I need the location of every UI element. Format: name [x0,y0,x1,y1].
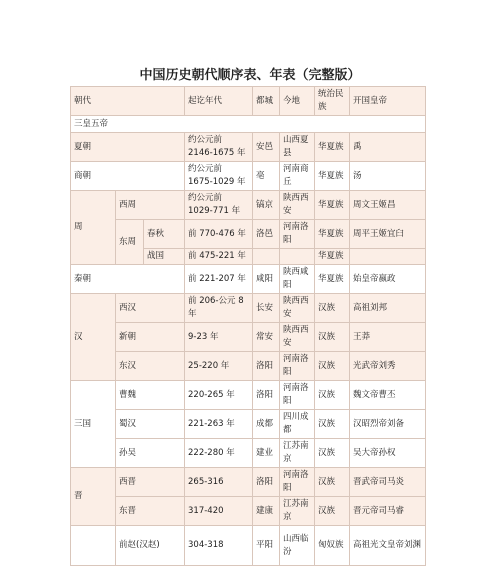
table-cell: 战国 [144,249,185,265]
header-years: 起讫年代 [185,87,253,116]
table-header-row [71,87,426,116]
table-cell: 河南洛阳 [280,468,315,497]
header-ethnic: 统治民族 [315,87,350,116]
table-cell [71,526,116,566]
table-cell: 汉族 [315,294,350,323]
table-row [71,191,426,220]
table-cell: 禹 [350,133,426,162]
table-cell: 华夏族 [315,220,350,249]
table-cell: 东晋 [116,497,185,526]
table-cell: 周平王姬宜臼 [350,220,426,249]
table-cell: 商朝 [71,162,185,191]
table-cell: 洛阳 [253,468,280,497]
table-cell: 河南商丘 [280,162,315,191]
table-cell: 陕西西安 [280,323,315,352]
table-cell: 汉族 [315,410,350,439]
table-cell [253,249,280,265]
table-cell [280,249,315,265]
table-cell: 常安 [253,323,280,352]
table-cell: 长安 [253,294,280,323]
table-cell: 317-420 [185,497,253,526]
table-cell: 河南洛阳 [280,220,315,249]
dynasty-table [70,86,426,566]
header-capital: 都城 [253,87,280,116]
dynasty-group-han: 汉 [71,294,116,381]
table-row [71,381,426,410]
table-cell: 孙吴 [116,439,185,468]
table-cell: 前 221-207 年 [185,265,253,294]
table-cell: 西周 [116,191,185,220]
table-cell: 汉族 [315,468,350,497]
table-cell: 9-23 年 [185,323,253,352]
table-row [71,294,426,323]
table-cell: 河南洛阳 [280,381,315,410]
table-cell: 春秋 [144,220,185,249]
page-title: 中国历史朝代顺序表、年表（完整版） [139,68,361,83]
table-row [71,162,426,191]
table-cell: 前 475-221 年 [185,249,253,265]
table-cell: 山西临汾 [280,526,315,566]
table-cell: 约公元前 2146-1675 年 [185,133,253,162]
table-cell: 蜀汉 [116,410,185,439]
table-cell: 成都 [253,410,280,439]
table-cell: 前 206-公元 8 年 [185,294,253,323]
table-cell: 陕西西安 [280,294,315,323]
table-cell: 汤 [350,162,426,191]
table-cell: 山西夏县 [280,133,315,162]
table-cell: 陕西西安 [280,191,315,220]
table-cell: 约公元前 1675-1029 年 [185,162,253,191]
header-dynasty: 朝代 [71,87,185,116]
header-today: 今地 [280,87,315,116]
table-cell: 汉族 [315,497,350,526]
table-cell: 建业 [253,439,280,468]
table-cell: 夏朝 [71,133,185,162]
table-cell: 曹魏 [116,381,185,410]
table-cell: 高祖刘邦 [350,294,426,323]
table-cell: 洛邑 [253,220,280,249]
table-row [71,220,426,249]
table-cell: 东汉 [116,352,185,381]
table-cell: 洛阳 [253,352,280,381]
table-cell: 25-220 年 [185,352,253,381]
table-cell: 华夏族 [315,265,350,294]
table-cell: 221-263 年 [185,410,253,439]
table-cell: 东周 [116,220,144,265]
table-cell: 陕西咸阳 [280,265,315,294]
table-cell: 汉族 [315,439,350,468]
table-cell: 华夏族 [315,162,350,191]
table-cell: 江苏南京 [280,439,315,468]
table-cell [350,249,426,265]
table-cell: 亳 [253,162,280,191]
table-cell: 洛阳 [253,381,280,410]
table-cell: 汉族 [315,381,350,410]
table-row [71,265,426,294]
table-cell: 吴大帝孙权 [350,439,426,468]
table-cell: 咸阳 [253,265,280,294]
table-cell: 304-318 [185,526,253,566]
table-row [71,116,426,133]
table-cell: 西晋 [116,468,185,497]
table-cell: 222-280 年 [185,439,253,468]
table-cell: 汉族 [315,352,350,381]
table-cell: 始皇帝嬴政 [350,265,426,294]
table-cell: 安邑 [253,133,280,162]
table-cell: 建康 [253,497,280,526]
table-row [71,323,426,352]
table-cell: 西汉 [116,294,185,323]
table-cell: 光武帝刘秀 [350,352,426,381]
table-cell: 四川成都 [280,410,315,439]
table-cell: 华夏族 [315,133,350,162]
table-cell: 王莽 [350,323,426,352]
table-cell: 高祖光文皇帝刘渊 [350,526,426,566]
table-cell: 匈奴族 [315,526,350,566]
dynasty-group-jin: 晋 [71,468,116,526]
table-cell: 汉昭烈帝刘备 [350,410,426,439]
table-row [71,526,426,566]
dynasty-group-zhou: 周 [71,191,116,265]
dynasty-group-sanguo: 三国 [71,381,116,468]
table-cell: 平阳 [253,526,280,566]
table-row [71,410,426,439]
table-cell: 周文王姬昌 [350,191,426,220]
sanhuang-cell: 三皇五帝 [71,116,426,133]
table-cell: 约公元前 1029-771 年 [185,191,253,220]
table-cell: 河南洛阳 [280,352,315,381]
table-cell: 汉族 [315,323,350,352]
table-row [71,133,426,162]
table-cell: 华夏族 [315,249,350,265]
table-cell: 晋武帝司马炎 [350,468,426,497]
table-row [71,497,426,526]
table-row [71,352,426,381]
table-cell: 220-265 年 [185,381,253,410]
table-row [71,468,426,497]
table-cell: 江苏南京 [280,497,315,526]
table-cell: 晋元帝司马睿 [350,497,426,526]
table-cell: 265-316 [185,468,253,497]
table-cell: 新朝 [116,323,185,352]
table-row [71,439,426,468]
table-cell: 前赵(汉赵) [116,526,185,566]
table-cell: 镐京 [253,191,280,220]
table-cell: 前 770-476 年 [185,220,253,249]
header-founder: 开国皇帝 [350,87,426,116]
table-cell: 魏文帝曹丕 [350,381,426,410]
table-cell: 华夏族 [315,191,350,220]
table-cell: 秦朝 [71,265,185,294]
